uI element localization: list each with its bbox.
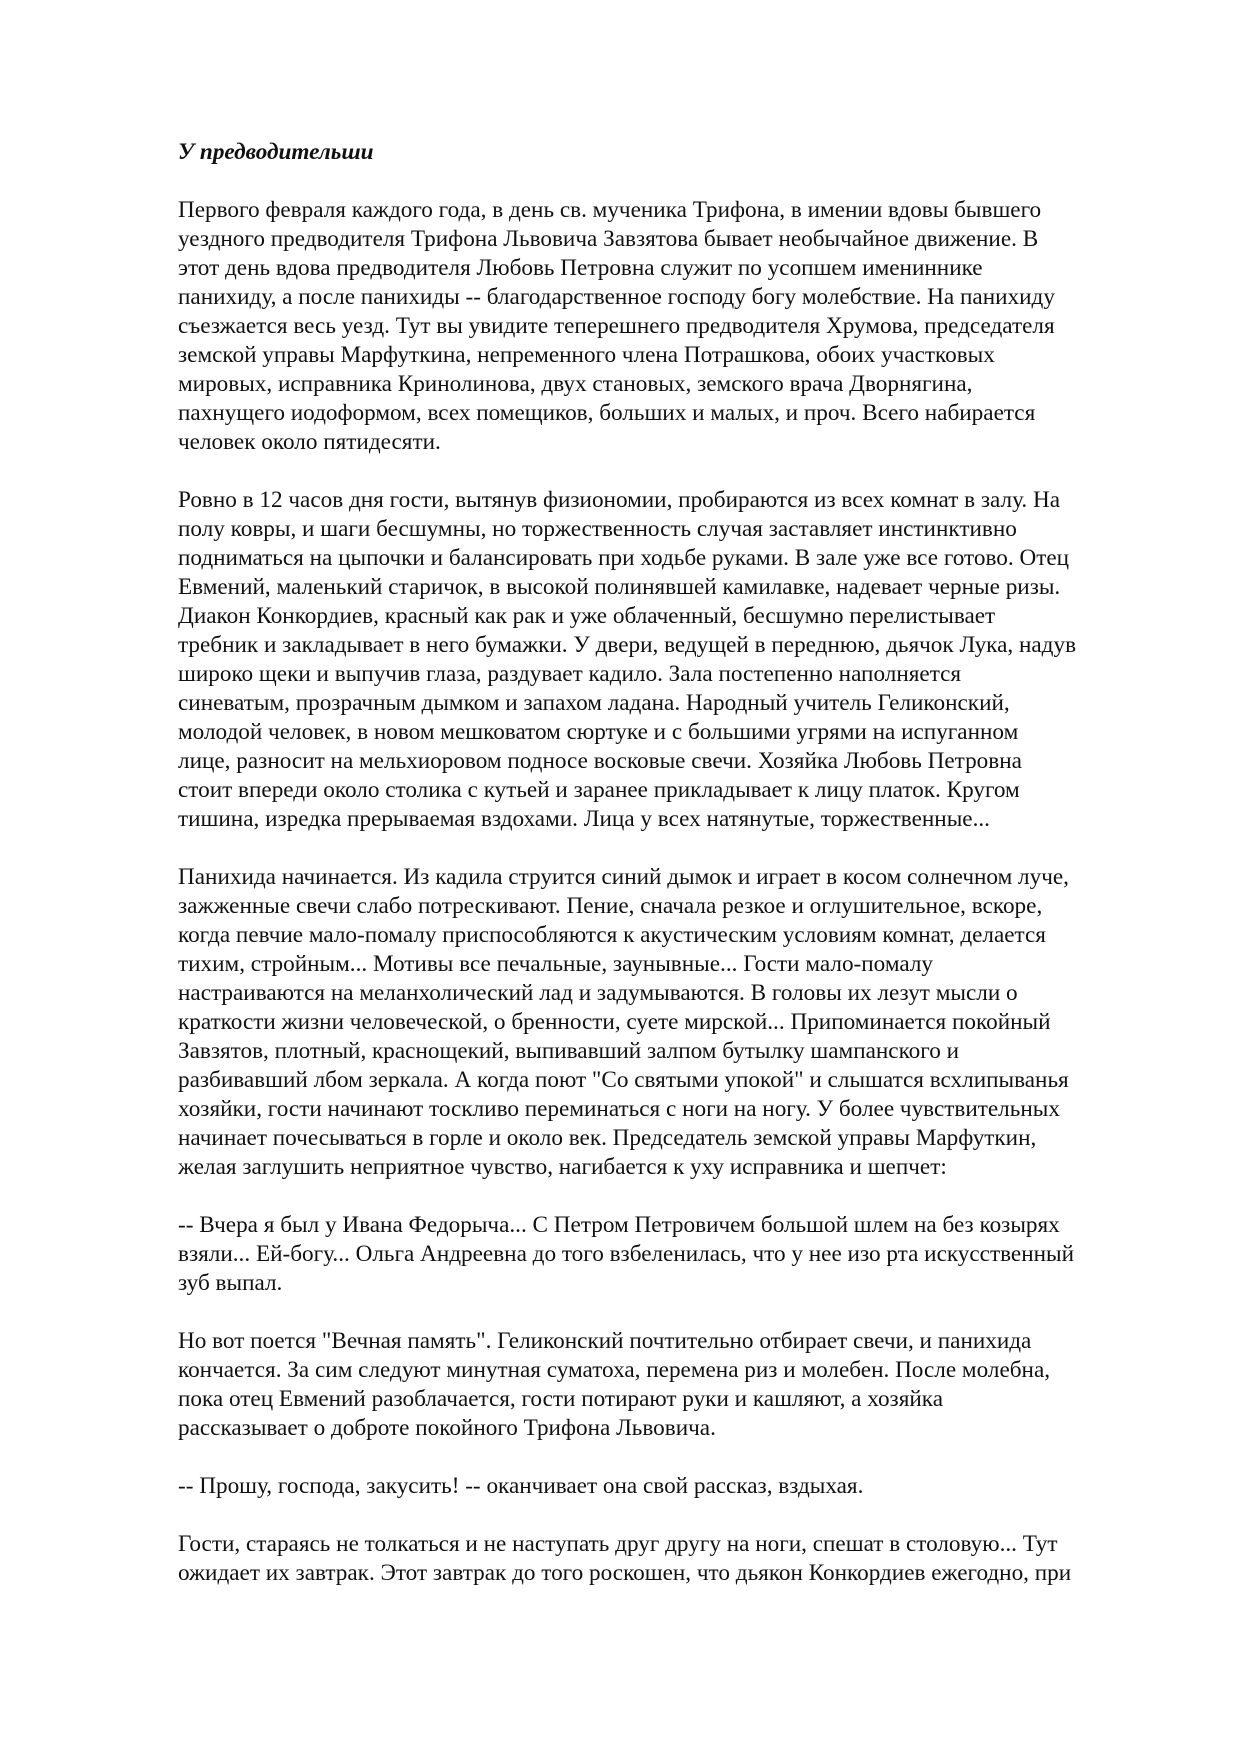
text-line: Но вот поется "Вечная память". Геликонский почтительно отбирает свечи, и панихида (178, 1328, 1032, 1354)
text-line: панихиду, а после панихиды -- благодарственное господу богу молебствие. На панихиду (178, 284, 1055, 310)
paragraph (178, 486, 1188, 834)
paragraph (178, 1530, 1188, 1588)
text-line: ожидает их завтрак. Этот завтрак до того роскошен, что дьякон Конкордиев ежегодно, при (178, 1560, 1072, 1586)
paragraph (178, 1472, 1188, 1501)
text-line: рассказывает о доброте покойного Трифона Львовича. (178, 1415, 716, 1441)
text-line: Евмений, маленький старичок, в высокой полинявшей камилавке, надевает черные ризы. (178, 574, 1061, 600)
text-line: мировых, исправника Кринолинова, двух становых, земского врача Дворнягина, (178, 371, 973, 397)
text-line: желая заглушить неприятное чувство, нагибается к уху исправника и шепчет: (178, 1154, 947, 1180)
text-line: разбивавший лбом зеркала. А когда поют "Со святыми упокой" и слышатся всхлипыванья (178, 1067, 1069, 1093)
text-line: уездного предводителя Трифона Львовича Завзятова бывает необычайное движение. В (178, 226, 1039, 252)
text-line: зуб выпал. (178, 1270, 283, 1296)
paragraph (178, 196, 1188, 457)
text-line: хозяйки, гости начинают тоскливо переминаться с ноги на ногу. У более чувствительных (178, 1096, 1060, 1122)
paragraph (178, 1211, 1188, 1298)
text-line: взяли... Ей-богу... Ольга Андреевна до того взбеленилась, что у нее изо рта искусственный (178, 1241, 1075, 1267)
text-line: синеватым, прозрачным дымком и запахом ладана. Народный учитель Геликонский, (178, 690, 1010, 716)
text-line: молодой человек, в новом мешковатом сюртуке и с большими угрями на испуганном (178, 719, 1019, 745)
text-line: -- Вчера я был у Ивана Федорыча... С Петром Петровичем большой шлем на без козырях (178, 1212, 1060, 1238)
text-line: полу ковры, и шаги бесшумны, но торжественность случая заставляет инстинктивно (178, 516, 1017, 542)
text-line: Ровно в 12 часов дня гости, вытянув физиономии, пробираются из всех комнат в залу. На (178, 487, 1061, 513)
text-line: Панихида начинается. Из кадила струится синий дымок и играет в косом солнечном луче, (178, 864, 1069, 890)
text-line: Гости, стараясь не толкаться и не наступать друг другу на ноги, спешат в столовую... Тут (178, 1531, 1058, 1557)
text-line: подниматься на цыпочки и балансировать при ходьбе руками. В зале уже все готово. Отец (178, 545, 1070, 571)
text-line: человек около пятидесяти. (178, 429, 441, 455)
text-line: Завзятов, плотный, краснощекий, выпивавший залпом бутылку шампанского и (178, 1038, 960, 1064)
text-line: пахнущего иодоформом, всех помещиков, больших и малых, и проч. Всего набирается (178, 400, 1036, 426)
text-line: Диакон Конкордиев, красный как рак и уже облаченный, бесшумно перелистывает (178, 603, 996, 629)
text-line: земской управы Марфуткина, непременного члена Потрашкова, обоих участковых (178, 342, 995, 368)
paragraph (178, 1327, 1188, 1443)
text-line: пока отец Евмений разоблачается, гости потирают руки и кашляют, а хозяйка (178, 1386, 943, 1412)
text-line: кончается. За сим следуют минутная суматоха, перемена риз и молебен. После молебна, (178, 1357, 1051, 1383)
text-line: стоит впереди около столика с кутьей и заранее прикладывает к лицу платок. Кругом (178, 777, 1020, 803)
text-line: начинает почесываться в горле и около век. Председатель земской управы Марфуткин, (178, 1125, 1037, 1151)
text-line: лице, разносит на мельхиоровом подносе восковые свечи. Хозяйка Любовь Петровна (178, 748, 1022, 774)
paragraphs-container (178, 196, 1188, 1588)
document-title: У предводительши (178, 139, 374, 165)
text-line: съезжается весь уезд. Тут вы увидите теперешнего предводителя Хрумова, председателя (178, 313, 1055, 339)
text-line: -- Прошу, господа, закусить! -- оканчивает она свой рассказ, вздыхая. (178, 1473, 864, 1499)
text-line: тихим, стройным... Мотивы все печальные, заунывные... Гости мало-помалу (178, 951, 934, 977)
text-line: настраиваются на меланхолический лад и задумываются. В головы их лезут мысли о (178, 980, 1018, 1006)
text-line: этот день вдова предводителя Любовь Петровна служит по усопшем имениннике (178, 255, 983, 281)
text-line: широко щеки и выпучив глаза, раздувает кадило. Зала постепенно наполняется (178, 661, 962, 687)
paragraph (178, 863, 1188, 1182)
document-body (178, 138, 1188, 1617)
text-line: Первого февраля каждого года, в день св. мученика Трифона, в имении вдовы бывшего (178, 197, 1042, 223)
text-line: тишина, изредка прерываемая вздохами. Лица у всех натянутые, торжественные... (178, 806, 990, 832)
text-line: зажженные свечи слабо потрескивают. Пение, сначала резкое и оглушительное, вскоре, (178, 893, 1043, 919)
text-line: требник и закладывает в него бумажки. У двери, ведущей в переднюю, дьячок Лука, надув (178, 632, 1077, 658)
text-line: когда певчие мало-помалу приспособляются к акустическим условиям комнат, делается (178, 922, 1046, 948)
text-line: краткости жизни человеческой, о бренности, суете мирской... Припоминается покойный (178, 1009, 1051, 1035)
